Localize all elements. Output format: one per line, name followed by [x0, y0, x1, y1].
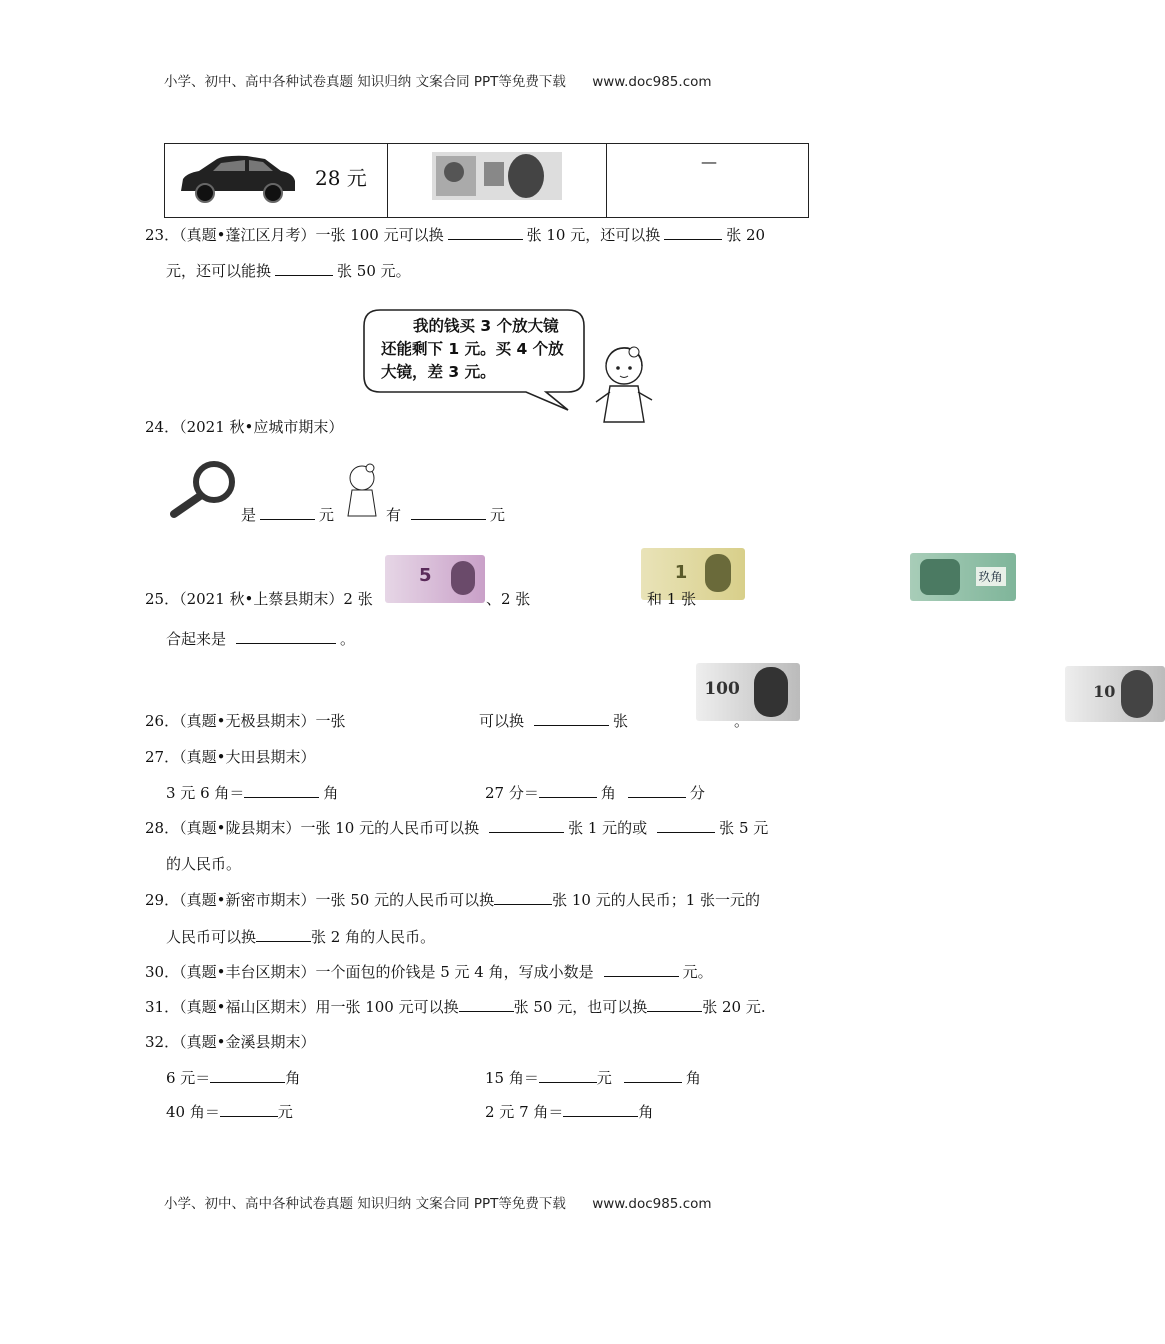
q32-c-unit: 元	[277, 1103, 293, 1121]
q23-text-a: （真题•蓬江区月考）一张 100 元可以换	[179, 226, 444, 244]
q24-line1	[145, 416, 343, 437]
q32-blank-2[interactable]	[539, 1068, 597, 1083]
q30-text-b: 元。	[682, 963, 713, 981]
banknote-5-label: 5	[419, 565, 432, 586]
q28-blank-2[interactable]	[657, 818, 715, 833]
q30-number: 30．	[145, 963, 180, 981]
page-footer	[164, 1192, 712, 1212]
q25-blank-1[interactable]	[236, 629, 336, 644]
q23-number: 23．	[145, 226, 180, 244]
table-dash: —	[701, 152, 717, 171]
q30-text-a: （真题•丰台区期末）一个面包的价钱是 5 元 4 角，写成小数是	[179, 963, 594, 981]
q27-number: 27．	[145, 748, 180, 766]
q28-text-b: 张 1 元的或	[568, 819, 648, 837]
q24-number: 24．	[145, 418, 180, 436]
bubble-line-3: 大镜，差 3 元。	[381, 363, 496, 381]
q27-blank-3[interactable]	[628, 783, 686, 798]
q23-text-b: 张 10 元，还可以换	[526, 226, 661, 244]
q27-blank-2[interactable]	[539, 783, 597, 798]
header-site: www.doc985.com	[592, 74, 712, 90]
q25-text-a: （2021 秋•上蔡县期末）2 张	[179, 590, 373, 608]
q27-a-unit: 角	[323, 784, 339, 802]
q31-number: 31．	[145, 998, 180, 1016]
q23-blank-2[interactable]	[664, 225, 722, 240]
q32-a-text: 6 元＝	[166, 1069, 211, 1087]
q28-blank-1[interactable]	[489, 818, 564, 833]
table-cell-car	[165, 144, 388, 218]
q28-line1	[145, 817, 768, 838]
q26-text-b: 可以换	[479, 712, 525, 730]
girl-small-icon	[338, 462, 386, 520]
q32-b-text: 15 角＝	[485, 1069, 539, 1087]
q24-line2	[241, 504, 334, 525]
q32-line1	[145, 1031, 315, 1052]
q30-line	[145, 961, 713, 982]
q26-blank-1[interactable]	[534, 711, 609, 726]
banknote-10-label: 10	[1093, 682, 1116, 701]
banknote-10-icon	[1065, 666, 1165, 722]
q27-b-unit1: 角	[600, 784, 616, 802]
q32-d-unit: 角	[638, 1103, 654, 1121]
q25-text-e: 。	[340, 630, 356, 648]
q25-text-c: 和 1 张	[647, 590, 697, 608]
q31-blank-1[interactable]	[459, 997, 514, 1012]
q24-unit-2: 元	[490, 506, 506, 524]
q23-blank-3[interactable]	[275, 261, 333, 276]
q23-line1	[145, 224, 765, 245]
q24-line2b	[386, 504, 505, 525]
banknote-100-label: 100	[704, 679, 740, 699]
q28-number: 28．	[145, 819, 180, 837]
q26-line-a	[145, 710, 345, 731]
q27-source: （真题•大田县期末）	[179, 748, 316, 766]
q23-text-e: 张 50 元。	[337, 262, 411, 280]
banknote-9-label: 玖角	[976, 567, 1006, 586]
car-price: 28 元	[315, 166, 367, 190]
q32-c-text: 40 角＝	[166, 1103, 220, 1121]
q31-line	[145, 996, 766, 1017]
q24-blank-1[interactable]	[260, 505, 315, 520]
magnifier-icon	[168, 460, 240, 520]
q32-blank-1[interactable]	[210, 1068, 285, 1083]
banknote-1-label: 1	[674, 562, 688, 583]
q25-number: 25．	[145, 590, 180, 608]
q32-b-unit1: 元	[596, 1069, 612, 1087]
q32-item-d	[485, 1101, 653, 1122]
q32-blank-5[interactable]	[563, 1102, 638, 1117]
q26-text-c: 张	[613, 712, 629, 730]
q29-text-d: 张 2 角的人民币。	[311, 928, 436, 946]
q29-line1	[145, 889, 760, 910]
q32-item-a	[166, 1067, 300, 1088]
q26-line-b	[479, 710, 628, 731]
q32-d-text: 2 元 7 角＝	[485, 1103, 564, 1121]
q31-text-b: 张 50 元，也可以换	[513, 998, 648, 1016]
banknote-100-icon	[432, 150, 562, 202]
q32-b-unit2: 角	[685, 1069, 701, 1087]
q27-line1	[145, 746, 315, 767]
q27-item-b	[485, 782, 705, 803]
bubble-text	[381, 315, 564, 384]
q31-text-a: （真题•福山区期末）用一张 100 元可以换	[179, 998, 459, 1016]
q28-text-a: （真题•陇县期末）一张 10 元的人民币可以换	[179, 819, 480, 837]
q26-text-d: 。	[734, 712, 750, 730]
q32-blank-3[interactable]	[624, 1068, 682, 1083]
page-header	[164, 70, 712, 90]
q27-item-a	[166, 782, 338, 803]
q32-item-b	[485, 1067, 701, 1088]
girl-icon	[590, 342, 658, 428]
header-text: 小学、初中、高中各种试卷真题 知识归纳 文案合同 PPT等免费下载	[164, 74, 566, 90]
car-icon	[177, 151, 297, 207]
q23-text-c: 张 20	[726, 226, 766, 244]
q26-line-d	[734, 710, 749, 731]
q29-blank-1[interactable]	[494, 890, 552, 905]
q31-blank-2[interactable]	[647, 997, 702, 1012]
q24-unit-1: 元	[319, 506, 335, 524]
q27-a-text: 3 元 6 角＝	[166, 784, 245, 802]
q23-blank-1[interactable]	[448, 225, 523, 240]
q24-text-is: 是	[241, 506, 257, 524]
q29-number: 29．	[145, 891, 180, 909]
q32-a-unit: 角	[285, 1069, 301, 1087]
q25-text-b: 、2 张	[486, 590, 531, 608]
footer-text: 小学、初中、高中各种试卷真题 知识归纳 文案合同 PPT等免费下载	[164, 1196, 566, 1212]
q32-item-c	[166, 1101, 293, 1122]
q25-line1a	[145, 588, 373, 609]
question-table	[164, 143, 809, 218]
q25-text-d: 合起来是	[166, 630, 227, 648]
q23-line2	[166, 260, 411, 281]
q24-text-has: 有	[386, 506, 402, 524]
q27-blank-1[interactable]	[244, 783, 319, 798]
footer-site: www.doc985.com	[592, 1196, 712, 1212]
q25-line1c	[647, 588, 696, 609]
q27-b-text: 27 分＝	[485, 784, 539, 802]
banknote-5-icon	[385, 555, 485, 603]
q26-text-a: （真题•无极县期末）一张	[179, 712, 346, 730]
q32-blank-4[interactable]	[220, 1102, 278, 1117]
q28-text-c: 张 5 元	[719, 819, 769, 837]
q29-blank-2[interactable]	[256, 927, 311, 942]
q24-source: （2021 秋•应城市期末）	[179, 418, 344, 436]
bubble-line-2: 还能剩下 1 元。买 4 个放	[381, 340, 564, 358]
q28-line2	[166, 853, 241, 874]
q29-text-b: 张 10 元的人民币；1 张一元的	[552, 891, 761, 909]
q31-text-c: 张 20 元.	[702, 998, 766, 1016]
q25-line1b	[486, 588, 530, 609]
q29-text-a: （真题•新密市期末）一张 50 元的人民币可以换	[179, 891, 495, 909]
q29-line2	[166, 926, 435, 947]
bubble-line-1: 我的钱买 3 个放大镜	[413, 317, 559, 335]
banknote-9-jiao-icon	[910, 553, 1016, 601]
q23-text-d: 元，还可以能换	[166, 262, 272, 280]
q32-number: 32．	[145, 1033, 180, 1051]
q29-text-c: 人民币可以换	[166, 928, 257, 946]
q30-blank-1[interactable]	[604, 962, 679, 977]
q25-line2	[166, 628, 355, 649]
table-cell-empty	[607, 144, 809, 218]
q28-text-d: 的人民币。	[166, 855, 242, 873]
table-cell-note	[388, 144, 607, 218]
q32-source: （真题•金溪县期末）	[179, 1033, 316, 1051]
q26-number: 26．	[145, 712, 180, 730]
q27-b-unit2: 分	[689, 784, 705, 802]
q24-blank-2[interactable]	[411, 505, 486, 520]
